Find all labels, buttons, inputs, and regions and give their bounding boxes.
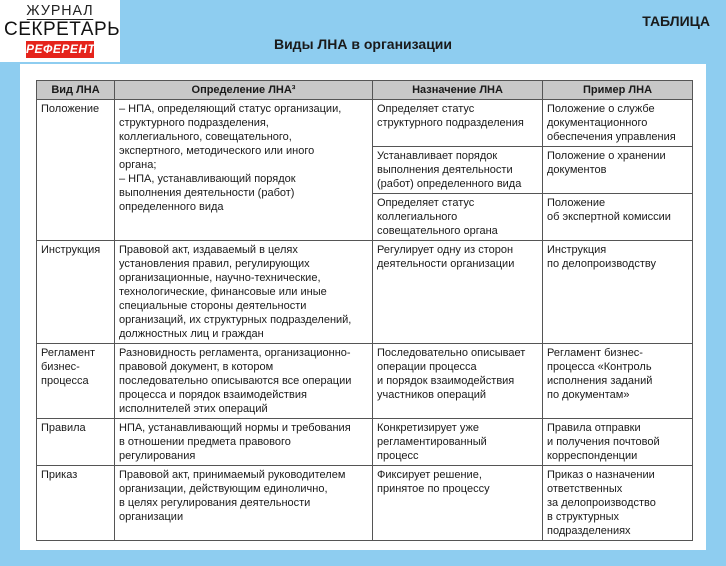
cell-purpose: Определяет статус структурного подразделения bbox=[373, 100, 543, 147]
lna-table bbox=[36, 80, 693, 541]
cell-definition: Правовой акт, издаваемый в целях установления правил, регулирующих организационные, научно-технические, технологические, финансовые или иные специальные стороны деятельности организаций, их структурных подразделений, должностных лиц и граждан bbox=[115, 241, 373, 344]
table-row bbox=[37, 241, 693, 344]
cell-kind: Правила bbox=[37, 419, 115, 466]
cell-kind: Инструкция bbox=[37, 241, 115, 344]
cell-example: Положение об экспертной комиссии bbox=[543, 194, 693, 241]
cell-example: Правила отправки и получения почтовой корреспонденции bbox=[543, 419, 693, 466]
cell-purpose: Конкретизирует уже регламентированный процесс bbox=[373, 419, 543, 466]
cell-kind: Регламент бизнес- процесса bbox=[37, 344, 115, 419]
cell-purpose: Последовательно описывает операции процесса и порядок взаимодействия участников операций bbox=[373, 344, 543, 419]
cell-example: Регламент бизнес- процесса «Контроль исполнения заданий по документам» bbox=[543, 344, 693, 419]
table-row bbox=[37, 344, 693, 419]
header-definition: Определение ЛНА³ bbox=[115, 81, 373, 100]
table-row bbox=[37, 466, 693, 541]
logo-line-referent: РЕФЕРЕНТ bbox=[26, 42, 96, 56]
header-purpose: Назначение ЛНА bbox=[373, 81, 543, 100]
cell-kind: Приказ bbox=[37, 466, 115, 541]
cell-purpose: Устанавливает порядок выполнения деятельности (работ) определенного вида bbox=[373, 147, 543, 194]
magazine-logo bbox=[0, 0, 120, 62]
cell-purpose: Фиксирует решение, принятое по процессу bbox=[373, 466, 543, 541]
page-title: Виды ЛНА в организации bbox=[273, 36, 453, 52]
cell-definition: Разновидность регламента, организационно- правовой документ, в котором последовательно описываются все операции процесса и порядок взаимодействия исполнителей этих операций bbox=[115, 344, 373, 419]
logo-line-secretary: СЕКРЕТАРЬ bbox=[4, 19, 121, 40]
table-row bbox=[37, 100, 693, 147]
cell-kind: Положение bbox=[37, 100, 115, 241]
cell-example: Положение о хранении документов bbox=[543, 147, 693, 194]
table-header-row bbox=[37, 81, 693, 100]
table-panel bbox=[20, 64, 706, 550]
section-label: ТАБЛИЦА bbox=[642, 13, 710, 29]
cell-definition: НПА, устанавливающий нормы и требования в отношении предмета правового регулирования bbox=[115, 419, 373, 466]
cell-purpose: Регулирует одну из сторон деятельности организации bbox=[373, 241, 543, 344]
cell-definition: – НПА, определяющий статус организации, структурного подразделения, коллегиального, совещательного, экспертного, методического или иного органа; – НПА, устанавливающий порядок выполнения деятельности (работ) определенного вида bbox=[115, 100, 373, 241]
cell-example: Приказ о назначении ответственных за делопроизводство в структурных подразделениях bbox=[543, 466, 693, 541]
cell-definition: Правовой акт, принимаемый руководителем организации, действующим единолично, в целях регулирования деятельности организации bbox=[115, 466, 373, 541]
header-example: Пример ЛНА bbox=[543, 81, 693, 100]
cell-example: Инструкция по делопроизводству bbox=[543, 241, 693, 344]
cell-example: Положение о службе документационного обеспечения управления bbox=[543, 100, 693, 147]
table-row bbox=[37, 419, 693, 466]
cell-purpose: Определяет статус коллегиального совещательного органа bbox=[373, 194, 543, 241]
header-kind: Вид ЛНА bbox=[37, 81, 115, 100]
logo-line-journal: ЖУРНАЛ bbox=[26, 2, 94, 19]
